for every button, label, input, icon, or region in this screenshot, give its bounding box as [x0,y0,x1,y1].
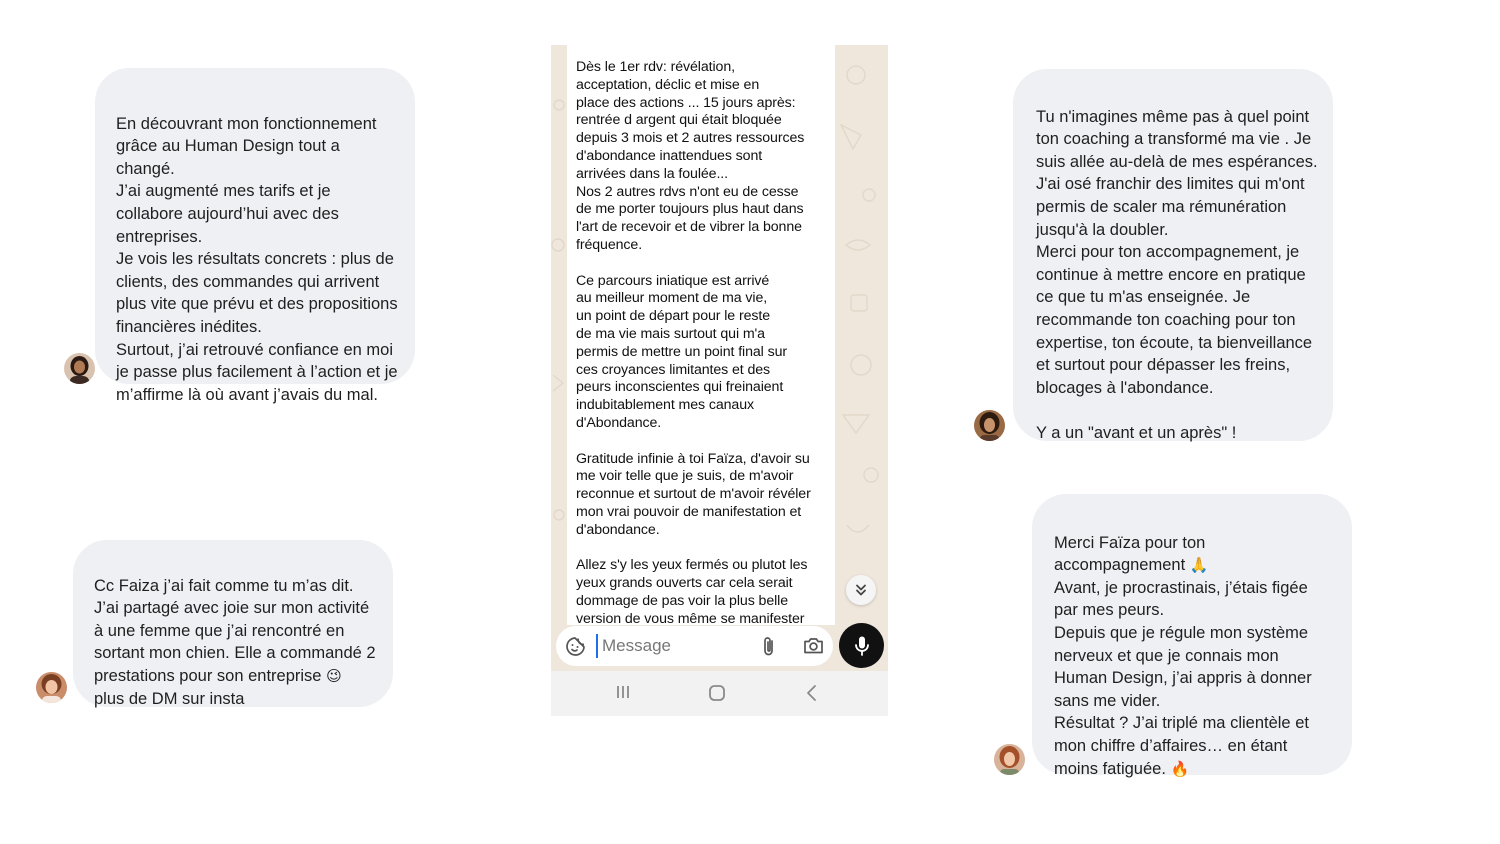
message-compose-bar [556,626,833,666]
double-chevron-down-icon [854,583,868,597]
back-icon[interactable] [804,684,818,702]
mic-icon [854,635,870,657]
testimonial-bubble-top-right [1013,69,1333,441]
camera-icon[interactable] [803,636,824,655]
testimonial-text: En découvrant mon fonctionnement grâce au Human Design tout a changé. J’ai augmenté mes tarifs et je collabore aujourd’hui avec des entreprises. Je vois les résultats concrets : plus de clients, des commandes qui arrivent plus vite que prévu et des propositions financières inédites. Surtout, j’ai retrouvé confiance en moi je passe plus facilement à l’action et je m’affirme là où avant j’avais du mal. [116,114,398,404]
folded-hands-emoji-icon: 🙏 [1189,556,1209,575]
voice-message-button[interactable] [839,623,884,668]
avatar [974,410,1005,441]
testimonial-text-tail: plus de DM sur insta [94,689,245,708]
avatar [994,744,1025,775]
chat-message-bubble [567,45,835,625]
wink-emoji-icon: 😉 [326,666,342,685]
whatsapp-chat-screenshot [551,45,888,716]
android-navigation-bar [551,671,888,716]
fire-emoji-icon: 🔥 [1170,759,1190,778]
message-input[interactable] [596,634,752,658]
testimonial-text: Tu n'imagines même pas à quel point ton coaching a transformé ma vie . Je suis allée au-delà de mes espérances. J'ai osé franchir des limites qui m'ont permis de scaler ma rémunération jusqu'à la doubler. Merci pour ton accompagnement, je continue à mettre encore en pratique ce que tu m'as enseignée. Je recommande ton coaching pour ton expertise, ton écoute, ta bienveillance et surtout pour dépasser les freins, blocages à l'abondance. Y a un "avant et un après" ! [1036,107,1318,442]
chat-message-text: Dès le 1er rdv: révélation, acceptation, déclic et mise en place des actions ... 15 jours après: rentrée d argent qui était bloquée depuis 3 mois et 2 autres ressources d'abondance inattendues sont arrivées dans la foulée... Nos 2 autres rdvs n'ont eu de cesse de me porter toujours plus haut dans l'art de recevoir et de vibrer la bonne fréquence. Ce parcours iniatique est arrivé au meilleur moment de ma vie, un point de départ pour le reste de ma vie mais surtout qui m'a permis de mettre un point final sur ces croyances limitantes et des peurs inconscientes qui freinaient indubitablement mes canaux d'Abondance. Gratitude infinie à toi Faïza, d'avoir su me voir telle que je suis, de m'avoir reconnue et surtout de m'avoir révéler mon vrai pouvoir de manifestation et d'abondance. Allez s'y les yeux fermés ou plutot les yeux grands ouverts car cela serait dommage de pas voir la plus belle version de vous même se manifester [576,59,811,625]
avatar [64,353,95,384]
testimonial-bubble-bottom-right [1032,494,1352,778]
testimonial-text: Merci Faïza pour ton accompagnement [1054,533,1206,575]
testimonial-bubble-bottom-left [73,540,393,707]
recent-apps-icon[interactable] [615,684,631,700]
testimonial-bubble-top-left [95,68,415,404]
attach-icon[interactable] [760,636,778,657]
avatar [36,672,67,703]
testimonial-text: Cc Faiza j’ai fait comme tu m’as dit. J’ai partagé avec joie sur mon activité à une femme que j’ai rencontré en sortant mon chien. Elle a commandé 2 prestations pour son entreprise [94,576,376,685]
emoji-sticker-icon[interactable] [565,636,586,657]
testimonial-text-continued: Avant, je procrastinais, j’étais figée par mes peurs. Depuis que je régule mon système nerveux et que je connais mon Human Design, j’ai appris à donner sans me vider. Résultat ? J’ai triplé ma clientèle et mon chiffre d’affaires… en étant moins fatiguée. [1054,578,1312,778]
scroll-to-bottom-button[interactable] [846,575,876,605]
home-icon[interactable] [708,684,726,702]
